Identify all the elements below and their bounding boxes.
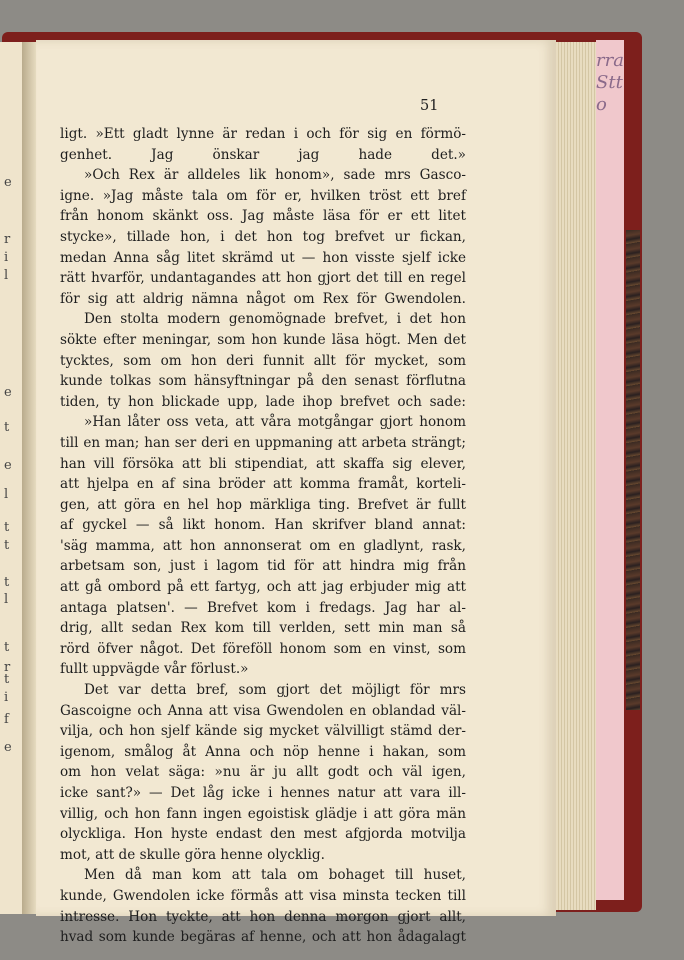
text-line: 'säg mamma, att hon annonserat om en gladlynt, rask, xyxy=(60,537,466,554)
text-line: från honom skänkt oss. Jag måste läsa för er ett litet xyxy=(60,208,466,225)
text-line: icke sant?» — Det låg icke i hennes natur att vara ill- xyxy=(60,785,466,801)
text-line: stycke», tillade hon, i det hon tog brefvet ur fickan, xyxy=(60,228,466,245)
text-line: han vill försöka att bli stipendiat, att skaffa sig elever, xyxy=(60,455,466,472)
text-line: af gyckel — så likt honom. Han skrifver bland annat: xyxy=(60,517,466,534)
text-line: rätt hvarför, undantagandes att hon gjort det till en regel xyxy=(60,270,466,287)
book-gutter xyxy=(22,42,36,914)
text-line: arbetsam son, just i lagom tid för att hindra mig från xyxy=(60,558,466,575)
left-page-edge-letter: e xyxy=(4,740,12,755)
text-line: för sig att aldrig nämna något om Rex för Gwendolen. xyxy=(60,290,466,307)
text-line: villig, och hon fann ingen egoistisk glädje i att göra män xyxy=(60,805,466,822)
text-line: tiden, ty hon blickade upp, lade ihop brefvet och sade: xyxy=(60,393,466,410)
left-page-edge-letter: t xyxy=(4,672,10,687)
text-line: fullt uppvägde vår förlust.» xyxy=(60,661,249,678)
text-line: Men då man kom att tala om bohaget till huset, xyxy=(84,867,466,884)
text-line: att gå ombord på ett fartyg, och att jag erbjuder mig att xyxy=(60,579,466,596)
text-line: mot, att de skulle göra henne olycklig. xyxy=(60,846,325,863)
left-page-edge xyxy=(0,42,24,914)
text-line: att hjelpa en af sina bröder att komma framåt, korteli- xyxy=(60,476,466,493)
left-page-edge-letter: t xyxy=(4,538,10,553)
text-line: vilja, och hon sjelf kände sig mycket välvilligt stämd der- xyxy=(60,723,466,740)
endpaper-handwriting: rra Stt o xyxy=(596,50,624,115)
text-line: »Och Rex är alldeles lik honom», sade mrs Gasco- xyxy=(84,167,466,184)
text-line: kunde tolkas som hänsyftningar på den senast förflutna xyxy=(60,373,466,390)
left-page-edge-letter: f xyxy=(4,712,9,727)
text-line: olyckliga. Hon hyste endast den mest afgjorda motvilja xyxy=(60,826,466,843)
text-line: tycktes, som om hon deri funnit allt för mycket, som xyxy=(60,352,466,369)
page-number: 51 xyxy=(420,98,439,114)
text-line: ligt. »Ett gladt lynne är redan i och för sig en förmö- xyxy=(60,126,466,142)
text-line: igne. »Jag måste tala om för er, hvilken tröst ett bref xyxy=(60,187,466,204)
left-page-edge-letter: l xyxy=(4,592,9,607)
text-line: kunde, Gwendolen icke förmås att visa minsta tecken till xyxy=(60,887,466,904)
text-line: Det var detta bref, som gjort det möjligt för mrs xyxy=(84,682,466,699)
text-line: drig, allt sedan Rex kom till verlden, sett min man så xyxy=(60,620,466,637)
left-page-edge-letter: e xyxy=(4,175,12,190)
pink-endpaper xyxy=(596,40,624,900)
left-page-edge-letter: t xyxy=(4,575,10,590)
text-line: medan Anna såg litet skrämd ut — hon visste sjelf icke xyxy=(60,249,466,266)
left-page-edge-letter: l xyxy=(4,487,9,502)
text-line: antaga platsen'. — Brefvet kom i fredags. Jag har al- xyxy=(60,599,466,616)
page-stack-edge xyxy=(556,42,596,910)
left-page-edge-letter: e xyxy=(4,458,12,473)
text-line: Gascoigne och Anna att visa Gwendolen en oblandad väl- xyxy=(60,702,466,719)
left-page-edge-letter: t xyxy=(4,520,10,535)
page-body-text xyxy=(60,124,466,948)
text-line: rörd öfver något. Det föreföll honom som en vinst, som xyxy=(60,640,466,657)
text-line: till en man; han ser deri en uppmaning att arbeta strängt; xyxy=(60,434,466,451)
left-page-edge-letter: r xyxy=(4,660,11,675)
text-line: igenom, smålog åt Anna och nöp henne i hakan, som xyxy=(60,743,466,760)
marbled-paper-edge xyxy=(626,230,640,710)
text-line: intresse. Hon tyckte, att hon denna morgon gjort allt, xyxy=(60,908,466,925)
text-line: hvad som kunde begäras af henne, och att hon ådagalagt xyxy=(60,929,466,946)
text-line: »Han låter oss veta, att våra motgångar gjort honom xyxy=(84,414,466,431)
text-line: sökte efter meningar, som hon kunde läsa högt. Men det xyxy=(60,331,466,348)
left-page-edge-letter: l xyxy=(4,268,9,283)
left-page-edge-letter: i xyxy=(4,250,9,265)
left-page-edge-letter: t xyxy=(4,640,10,655)
left-page-edge-letter: t xyxy=(4,420,10,435)
text-line: genhet. Jag önskar jag hade det.» xyxy=(60,146,466,163)
left-page-edge-letter: r xyxy=(4,232,11,247)
left-page-edge-letter: i xyxy=(4,690,9,705)
text-line: om hon velat säga: »nu är ju allt godt och väl igen, xyxy=(60,764,466,781)
text-line: Den stolta modern genomögnade brefvet, i det hon xyxy=(84,311,466,328)
text-line: gen, att göra en hel hop märkliga ting. Brefvet är fullt xyxy=(60,496,466,513)
left-page-edge-letter: e xyxy=(4,385,12,400)
